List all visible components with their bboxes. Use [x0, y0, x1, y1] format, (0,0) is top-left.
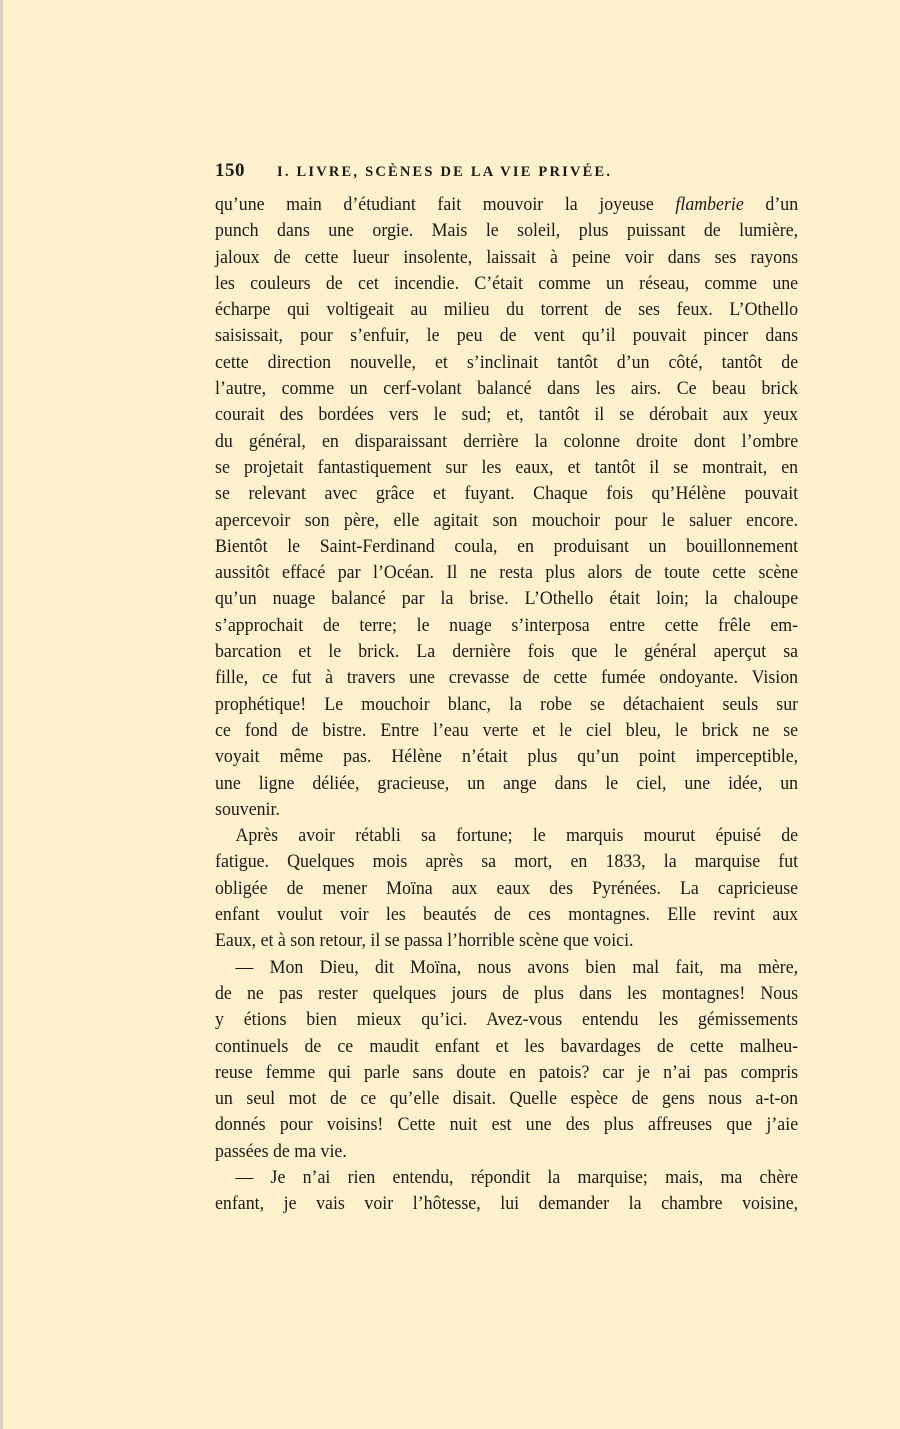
book-page [215, 160, 798, 1218]
text-line: saisissait, pour s’enfuir, le peu de vent qu’il pouvait pincer dans [215, 325, 799, 347]
text-line: Bientôt le Saint-Ferdinand coula, en produisant un bouillonnement [215, 535, 799, 557]
text-line: barcation et le brick. La dernière fois que le général aperçut sa [215, 641, 799, 663]
text-line: punch dans une orgie. Mais le soleil, plus puissant de lumière, [215, 220, 799, 242]
text-line: s’approchait de terre; le nuage s’interposa entre cette frêle em- [215, 614, 799, 636]
text-line: prophétique! Le mouchoir blanc, la robe se détachaient seuls sur [215, 693, 799, 715]
text-line: une ligne déliée, gracieuse, un ange dans le ciel, une idée, un [215, 772, 799, 794]
text-line: fatigue. Quelques mois après sa mort, en 1833, la marquise fut [215, 851, 799, 873]
text-line: fille, ce fut à travers une crevasse de cette fumée ondoyante. Vision [215, 667, 799, 689]
text-line: aussitôt effacé par l’Océan. Il ne resta plus alors de toute cette scène [215, 562, 799, 584]
scan-page-edge [0, 0, 3, 1429]
text-line: l’autre, comme un cerf-volant balancé dans les airs. Ce beau brick [215, 378, 799, 400]
text-line: un seul mot de ce qu’elle disait. Quelle espèce de gens nous a-t-on [215, 1088, 799, 1110]
text-line: y étions bien mieux qu’ici. Avez-vous entendu les gémissements [215, 1009, 799, 1031]
text-line: passées de ma vie. [215, 1140, 347, 1162]
text-line: du général, en disparaissant derrière la colonne droite dont l’ombre [215, 430, 799, 452]
text-line: continuels de ce maudit enfant et les bavardages de cette malheu- [215, 1035, 799, 1057]
text-line: Eaux, et à son retour, il se passa l’horrible scène que voici. [215, 930, 634, 952]
text-run: d’un [743, 194, 799, 215]
text-line: qu’un nuage balancé par la brise. L’Othello était loin; la chaloupe [215, 588, 799, 610]
text-line: Après avoir rétabli sa fortune; le marquis mourut épuisé de [235, 825, 799, 847]
text-line: cette direction nouvelle, et s’inclinait tantôt d’un côté, tantôt de [215, 351, 799, 373]
text-line: écharpe qui voltigeait au milieu du torrent de ses feux. L’Othello [215, 299, 799, 321]
text-line: jaloux de cette lueur insolente, laissait à peine voir dans ses rayons [215, 246, 799, 268]
text-line: enfant, je vais voir l’hôtesse, lui demander la chambre voisine, [215, 1193, 799, 1215]
text-line: voyait même pas. Hélène n’était plus qu’un point imperceptible, [215, 746, 799, 768]
body-text [215, 192, 798, 1218]
text-line: donnés pour voisins! Cette nuit est une des plus affreuses que j’aie [215, 1114, 799, 1136]
text-line: se relevant avec grâce et fuyant. Chaque fois qu’Hélène pouvait [215, 483, 799, 505]
text-line: — Mon Dieu, dit Moïna, nous avons bien mal fait, ma mère, [235, 956, 799, 978]
text-line: — Je n’ai rien entendu, répondit la marquise; mais, ma chère [235, 1166, 799, 1188]
text-line: de ne pas rester quelques jours de plus dans les montagnes! Nous [215, 982, 799, 1004]
text-line [215, 192, 798, 218]
text-line: ce fond de bistre. Entre l’eau verte et le ciel bleu, le brick ne se [215, 719, 799, 741]
text-line: souvenir. [215, 798, 280, 820]
text-line: se projetait fantastiquement sur les eaux, et tantôt il se montrait, en [215, 456, 799, 478]
page-number: 150 [215, 160, 245, 181]
italic-word: flamberie [675, 194, 744, 215]
text-line: apercevoir son père, elle agitait son mouchoir pour le saluer encore. [215, 509, 799, 531]
text-line: enfant voulut voir les beautés de ces montagnes. Elle revint aux [215, 904, 799, 926]
text-line: obligée de mener Moïna aux eaux des Pyrénées. La capricieuse [215, 877, 799, 899]
running-head [215, 160, 798, 188]
text-line: courait des bordées vers le sud; et, tantôt il se dérobait aux yeux [215, 404, 799, 426]
text-line: les couleurs de cet incendie. C’était comme un réseau, comme une [215, 272, 799, 294]
text-line: reuse femme qui parle sans doute en patois? car je n’ai pas compris [215, 1061, 799, 1083]
text-run: qu’une main d’étudiant fait mouvoir la joyeuse [215, 194, 676, 215]
running-title: I. LIVRE, SCÈNES DE LA VIE PRIVÉE. [277, 164, 613, 180]
